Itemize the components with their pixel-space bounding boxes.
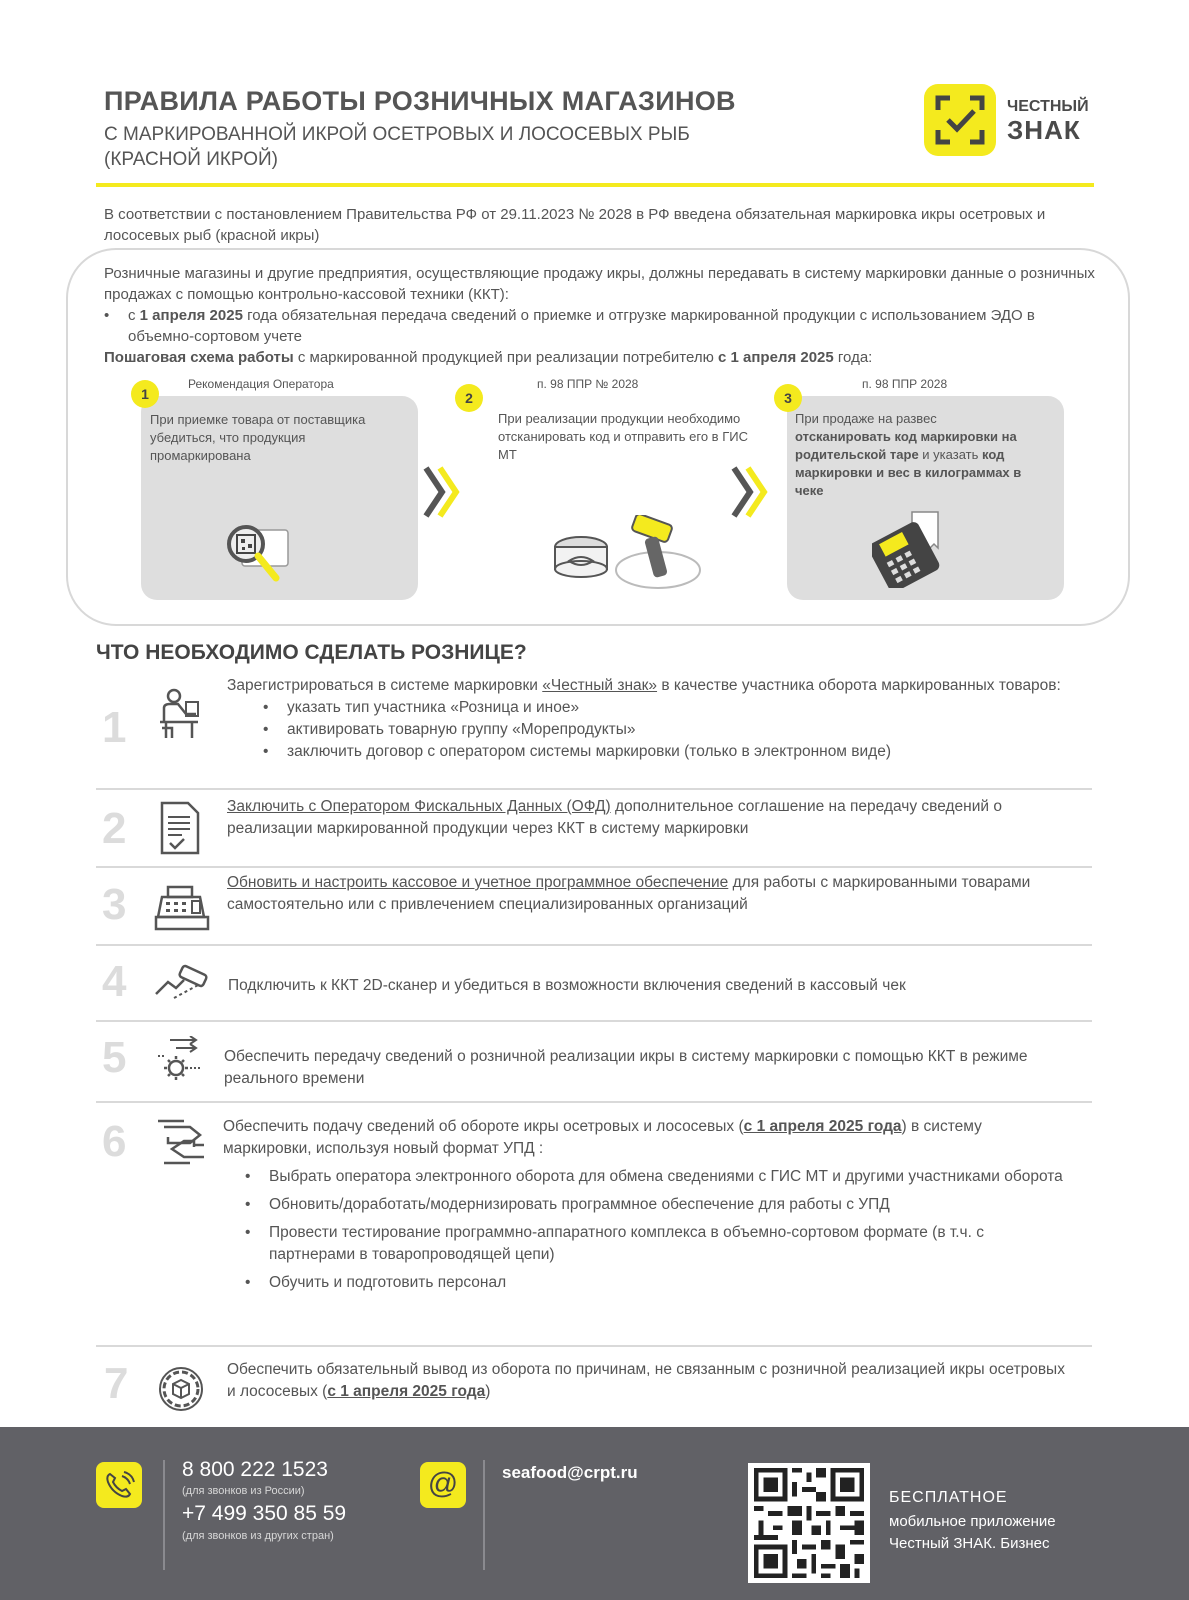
scheme-box-text: Розничные магазины и другие предприятия, осуществляющие продажу икры, должны передавать в систему маркировки данные о розничных продажах с помощью контрольно-кассовой техники (ККТ): • с 1 апреля 2025 года обязательная передача сведений о приемке и отгрузке маркированной продукции с использованием ЭДО в объемно-сортовом учете Пошаговая схема работы с маркированной продукцией при реализации потребителю с 1 апреля 2025 года: — [104, 263, 1104, 368]
item4-text: Подключить к ККТ 2D-сканер и убедиться в возможности включения сведений в кассовый чек — [228, 977, 906, 994]
item1-text: Зарегистрироваться в системе маркировки «Честный знак» в качестве участника оборота маркированных товаров: • указать тип участника «Розница и иное» • активировать товарную группу «Морепродукты» • заключить договор с оператором системы маркировки (только в электронном виде) — [227, 675, 1077, 763]
row-divider — [96, 1101, 1092, 1103]
phone-icon — [96, 1462, 142, 1508]
phone-international-note: (для звонков из других стран) — [182, 1530, 334, 1542]
item1-number: 1 — [102, 703, 127, 752]
item5-number: 5 — [102, 1033, 127, 1082]
step2-number: 2 — [455, 384, 483, 412]
item6-number: 6 — [102, 1117, 127, 1166]
qr-code-icon[interactable] — [748, 1463, 870, 1583]
payment-terminal-icon — [872, 508, 962, 593]
step3-text: При продаже на развес отсканировать код маркировки на родительской таре и указать код маркировки и вес в килограммах в чеке — [795, 411, 1022, 498]
step2-text: При реализации продукции необходимо отсканировать код и отправить его в ГИС МТ — [498, 411, 748, 462]
intro-text: В соответствии с постановлением Правительства РФ от 29.11.2023 № 2028 в РФ введена обязательная маркировка икры осетровых и лососевых рыб (красной икры) — [104, 206, 1046, 244]
step2-heading: п. 98 ППР № 2028 — [537, 377, 639, 391]
software-update-link[interactable]: Обновить и настроить кассовое и учетное программное обеспечение — [227, 874, 729, 891]
chevron-right-icon — [420, 462, 464, 527]
scanner-hand-icon — [154, 964, 210, 1009]
footer-divider — [163, 1460, 165, 1570]
step1-text: При приемке товара от поставщика убедиться, что продукция промаркирована — [150, 412, 366, 463]
item5-text: Обеспечить передачу сведений о розничной реализации икры в систему маркировки с помощью ККТ в режиме реального времени — [224, 1048, 1028, 1087]
step1-number: 1 — [131, 380, 159, 408]
section-title: ЧТО НЕОБХОДИМО СДЕЛАТЬ РОЗНИЦЕ? — [96, 641, 527, 664]
person-at-desk-icon — [156, 688, 202, 745]
item2-number: 2 — [102, 804, 127, 853]
exchange-arrows-icon — [156, 1117, 206, 1172]
step1-heading: Рекомендация Оператора — [188, 377, 334, 391]
chestny-znak-logo-icon — [924, 84, 996, 156]
item2-text: Заключить с Оператором Фискальных Данных (ОФД) дополнительное соглашение на передачу сведений о реализации маркированной продукции через ККТ в систему маркировки — [227, 798, 1002, 837]
row-divider — [96, 866, 1092, 868]
app-promo-title: БЕСПЛАТНОЕ — [889, 1489, 1008, 1506]
logo-text-top: ЧЕСТНЫЙ — [1007, 98, 1089, 115]
footer-divider — [483, 1460, 485, 1570]
gear-box-icon — [156, 1364, 206, 1419]
gear-transfer-icon — [156, 1036, 206, 1087]
scheme-heading: Пошаговая схема работы с маркированной продукцией при реализации потребителю с 1 апреля 2025 года: — [104, 349, 873, 366]
app-promo-line2: мобильное приложение — [889, 1513, 1056, 1530]
phone-russia-note: (для звонков из России) — [182, 1485, 305, 1497]
row-divider — [96, 944, 1092, 946]
phone-international[interactable]: +7 499 350 85 59 — [182, 1502, 347, 1525]
caviar-scanner-icon — [553, 515, 703, 600]
step3-heading: п. 98 ППР 2028 — [862, 377, 948, 391]
item4-number: 4 — [102, 957, 127, 1006]
chestny-znak-link[interactable]: «Честный знак» — [542, 677, 658, 694]
page-title: ПРАВИЛА РАБОТЫ РОЗНИЧНЫХ МАГАЗИНОВ — [104, 86, 736, 116]
page-subtitle: С МАРКИРОВАННОЙ ИКРОЙ ОСЕТРОВЫХ И ЛОСОСЕВЫХ РЫБ (КРАСНОЙ ИКРОЙ) — [104, 124, 690, 170]
phone-russia[interactable]: 8 800 222 1523 — [182, 1458, 328, 1481]
item3-text: Обновить и настроить кассовое и учетное программное обеспечение для работы с маркированными товарами самостоятельно или с привлечением специализированных организаций — [227, 874, 1031, 913]
document-check-icon — [160, 801, 200, 860]
email-at-icon: @ — [420, 1462, 466, 1508]
header-divider — [96, 183, 1094, 187]
step3-number: 3 — [774, 384, 802, 412]
item7-number: 7 — [104, 1359, 129, 1408]
row-divider — [96, 788, 1092, 790]
chevron-right-icon — [728, 462, 772, 527]
magnifier-qr-icon — [224, 522, 294, 597]
app-promo-line3: Честный ЗНАК. Бизнес — [889, 1535, 1050, 1552]
ofd-link[interactable]: Заключить с Оператором Фискальных Данных (ОФД) — [227, 798, 611, 815]
cash-register-icon — [154, 885, 210, 936]
date-link[interactable]: с 1 апреля 2025 года — [743, 1118, 902, 1135]
item6-text: Обеспечить подачу сведений об обороте икры осетровых и лососевых (с 1 апреля 2025 года) в систему маркировки, используя новый формат УПД : • Выбрать оператора электронного оборота для обмена сведениями с ГИС МТ и другими участниками оборота • Обновить/доработать/модернизировать программное обеспечение для работы с УПД • Провести тестирование программно-аппаратного комплекса в объемно-сортовом формате (в т.ч. с партнерами в товаропроводящей цепи) • Обучить и подготовить персонал — [223, 1116, 1073, 1294]
date-link[interactable]: с 1 апреля 2025 года — [327, 1383, 486, 1400]
logo-text-bottom: ЗНАК — [1007, 115, 1081, 145]
item3-number: 3 — [102, 880, 127, 929]
row-divider — [96, 1020, 1092, 1022]
email-link[interactable]: seafood@crpt.ru — [502, 1463, 638, 1482]
item7-text: Обеспечить обязательный вывод из оборота по причинам, не связанным с розничной реализацией икры осетровых и лососевых (с 1 апреля 2025 года) — [227, 1361, 1065, 1400]
row-divider — [96, 1345, 1092, 1347]
